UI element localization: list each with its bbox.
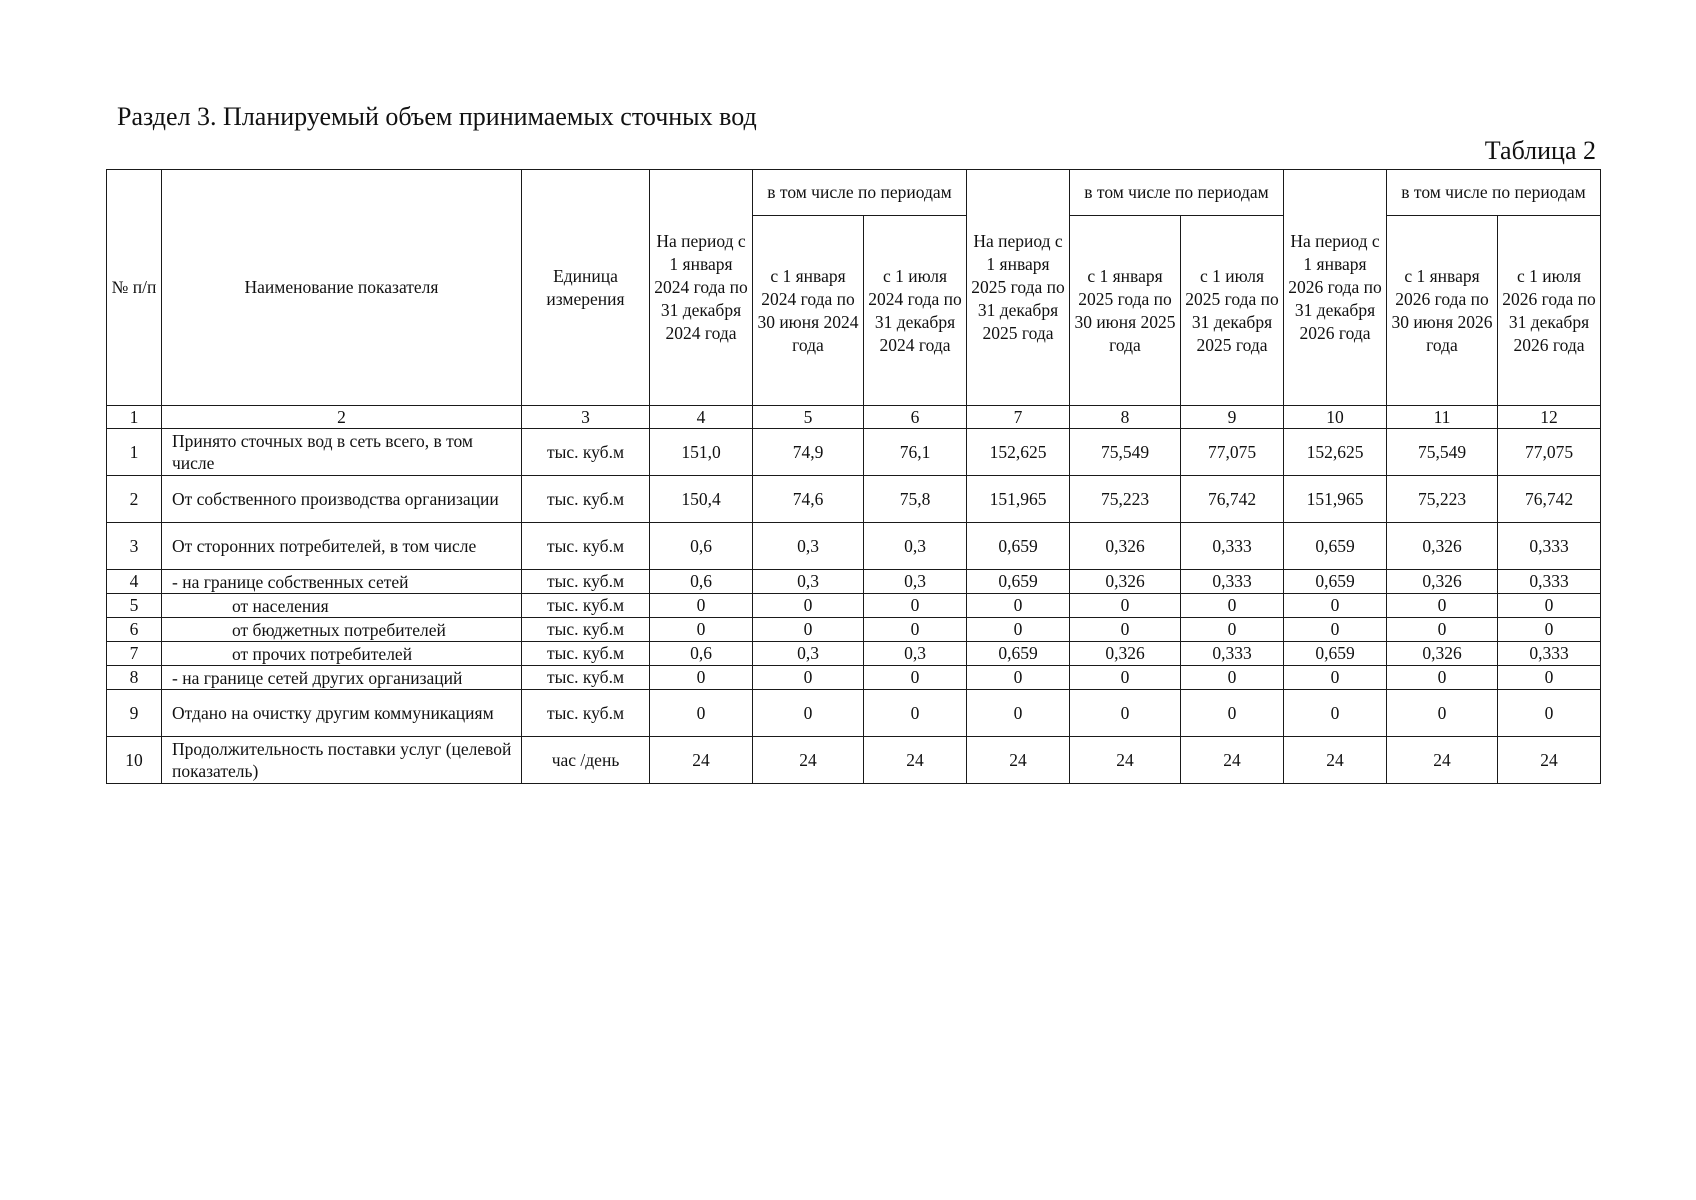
row-value: 0	[1387, 618, 1498, 642]
row-name: Отдано на очистку другим коммуникациям	[162, 690, 522, 737]
row-value: 0	[1070, 690, 1181, 737]
header-h2-2025: с 1 июля 2025 года по 31 декабря 2025 года	[1181, 216, 1284, 406]
row-value: 0	[864, 594, 967, 618]
row-value: 74,6	[753, 476, 864, 523]
header-h2-2024: с 1 июля 2024 года по 31 декабря 2024 года	[864, 216, 967, 406]
row-value: 0	[1070, 666, 1181, 690]
header-period-2024: На период с 1 января 2024 года по 31 декабря 2024 года	[650, 170, 753, 406]
row-value: 0	[753, 690, 864, 737]
row-unit: тыс. куб.м	[522, 594, 650, 618]
row-value: 0,326	[1070, 570, 1181, 594]
row-value: 77,075	[1181, 429, 1284, 476]
column-number: 11	[1387, 406, 1498, 429]
header-h2-2026: с 1 июля 2026 года по 31 декабря 2026 года	[1498, 216, 1601, 406]
row-value: 151,0	[650, 429, 753, 476]
row-value: 0,3	[753, 523, 864, 570]
row-value: 76,742	[1181, 476, 1284, 523]
row-value: 0	[753, 666, 864, 690]
row-value: 0,3	[753, 570, 864, 594]
row-value: 0	[1284, 666, 1387, 690]
row-value: 0	[650, 690, 753, 737]
column-number: 3	[522, 406, 650, 429]
header-sub-2025: в том числе по периодам	[1070, 170, 1284, 216]
row-value: 0,3	[864, 523, 967, 570]
row-unit: тыс. куб.м	[522, 642, 650, 666]
row-unit: тыс. куб.м	[522, 666, 650, 690]
table-row	[107, 737, 1601, 784]
row-value: 0	[1181, 666, 1284, 690]
row-value: 24	[1498, 737, 1601, 784]
row-value: 0,659	[967, 642, 1070, 666]
row-value: 152,625	[1284, 429, 1387, 476]
row-number: 6	[107, 618, 162, 642]
row-number: 8	[107, 666, 162, 690]
row-number: 10	[107, 737, 162, 784]
row-value: 0	[650, 618, 753, 642]
header-period-2026: На период с 1 января 2026 года по 31 декабря 2026 года	[1284, 170, 1387, 406]
row-value: 0,333	[1181, 642, 1284, 666]
row-value: 0,659	[1284, 642, 1387, 666]
row-value: 0	[650, 666, 753, 690]
table-row	[107, 594, 1601, 618]
section-heading: Раздел 3. Планируемый объем принимаемых сточных вод	[117, 102, 757, 131]
row-value: 0	[1387, 594, 1498, 618]
row-number: 4	[107, 570, 162, 594]
row-value: 0	[1498, 666, 1601, 690]
table-caption: Таблица 2	[1484, 136, 1596, 165]
row-value: 0,6	[650, 642, 753, 666]
row-value: 0,659	[967, 523, 1070, 570]
row-name: Принято сточных вод в сеть всего, в том числе	[162, 429, 522, 476]
row-value: 0,326	[1387, 523, 1498, 570]
row-value: 0	[864, 666, 967, 690]
row-value: 24	[1387, 737, 1498, 784]
table-row	[107, 570, 1601, 594]
row-value: 0	[1284, 594, 1387, 618]
table-row	[107, 429, 1601, 476]
header-name: Наименование показателя	[162, 170, 522, 406]
row-value: 152,625	[967, 429, 1070, 476]
table-row	[107, 666, 1601, 690]
row-name: - на границе сетей других организаций	[162, 666, 522, 690]
row-value: 0,333	[1498, 642, 1601, 666]
row-value: 0,326	[1070, 642, 1181, 666]
header-h1-2025: с 1 января 2025 года по 30 июня 2025 года	[1070, 216, 1181, 406]
row-value: 24	[1181, 737, 1284, 784]
column-number: 1	[107, 406, 162, 429]
row-number: 2	[107, 476, 162, 523]
row-unit: тыс. куб.м	[522, 570, 650, 594]
row-value: 151,965	[967, 476, 1070, 523]
row-value: 0,659	[1284, 570, 1387, 594]
row-value: 0	[967, 666, 1070, 690]
row-value: 76,1	[864, 429, 967, 476]
column-number: 6	[864, 406, 967, 429]
column-number: 7	[967, 406, 1070, 429]
row-name: от прочих потребителей	[162, 642, 522, 666]
row-value: 0	[1181, 690, 1284, 737]
row-name: Продолжительность поставки услуг (целевой показатель)	[162, 737, 522, 784]
planned-wastewater-table	[106, 169, 1601, 784]
row-value: 0,326	[1387, 642, 1498, 666]
table-row	[107, 476, 1601, 523]
row-value: 151,965	[1284, 476, 1387, 523]
column-number-row	[107, 406, 1601, 429]
row-value: 0	[967, 618, 1070, 642]
row-unit: тыс. куб.м	[522, 618, 650, 642]
row-number: 7	[107, 642, 162, 666]
row-value: 0,333	[1181, 570, 1284, 594]
header-h1-2026: с 1 января 2026 года по 30 июня 2026 года	[1387, 216, 1498, 406]
row-value: 0	[753, 594, 864, 618]
row-value: 76,742	[1498, 476, 1601, 523]
row-value: 24	[967, 737, 1070, 784]
row-value: 0,3	[753, 642, 864, 666]
header-unit: Единица измерения	[522, 170, 650, 406]
row-unit: тыс. куб.м	[522, 523, 650, 570]
column-number: 9	[1181, 406, 1284, 429]
row-value: 0	[1498, 618, 1601, 642]
row-value: 0,6	[650, 523, 753, 570]
row-value: 0,326	[1070, 523, 1181, 570]
row-value: 0	[1284, 690, 1387, 737]
row-name: - на границе собственных сетей	[162, 570, 522, 594]
table-row	[107, 642, 1601, 666]
header-sub-2026: в том числе по периодам	[1387, 170, 1601, 216]
row-number: 3	[107, 523, 162, 570]
row-value: 0	[1070, 618, 1181, 642]
row-number: 1	[107, 429, 162, 476]
row-value: 77,075	[1498, 429, 1601, 476]
row-value: 24	[1070, 737, 1181, 784]
row-value: 0	[753, 618, 864, 642]
column-number: 5	[753, 406, 864, 429]
row-value: 24	[753, 737, 864, 784]
row-unit: тыс. куб.м	[522, 690, 650, 737]
row-name: От сторонних потребителей, в том числе	[162, 523, 522, 570]
row-value: 75,8	[864, 476, 967, 523]
row-value: 0,3	[864, 642, 967, 666]
row-value: 0,333	[1181, 523, 1284, 570]
column-number: 10	[1284, 406, 1387, 429]
row-number: 5	[107, 594, 162, 618]
table-row	[107, 618, 1601, 642]
row-value: 75,549	[1070, 429, 1181, 476]
row-name: от населения	[162, 594, 522, 618]
row-value: 75,223	[1387, 476, 1498, 523]
table-row	[107, 690, 1601, 737]
row-value: 0,3	[864, 570, 967, 594]
row-value: 74,9	[753, 429, 864, 476]
row-value: 0,333	[1498, 570, 1601, 594]
row-unit: тыс. куб.м	[522, 476, 650, 523]
row-value: 0	[1284, 618, 1387, 642]
row-value: 0	[864, 618, 967, 642]
row-value: 0	[1181, 618, 1284, 642]
column-number: 2	[162, 406, 522, 429]
row-value: 0,659	[967, 570, 1070, 594]
row-unit: тыс. куб.м	[522, 429, 650, 476]
column-number: 8	[1070, 406, 1181, 429]
row-unit: час /день	[522, 737, 650, 784]
row-name: от бюджетных потребителей	[162, 618, 522, 642]
row-value: 75,223	[1070, 476, 1181, 523]
row-value: 0,6	[650, 570, 753, 594]
row-value: 0	[967, 690, 1070, 737]
row-name: От собственного производства организации	[162, 476, 522, 523]
header-period-2025: На период с 1 января 2025 года по 31 декабря 2025 года	[967, 170, 1070, 406]
header-num: № п/п	[107, 170, 162, 406]
row-value: 0	[1070, 594, 1181, 618]
header-sub-2024: в том числе по периодам	[753, 170, 967, 216]
row-value: 0	[864, 690, 967, 737]
row-value: 24	[1284, 737, 1387, 784]
row-value: 0	[1387, 666, 1498, 690]
row-value: 0,333	[1498, 523, 1601, 570]
row-value: 75,549	[1387, 429, 1498, 476]
row-value: 0	[1498, 690, 1601, 737]
column-number: 12	[1498, 406, 1601, 429]
row-value: 0	[1181, 594, 1284, 618]
row-value: 0	[967, 594, 1070, 618]
row-value: 0	[1387, 690, 1498, 737]
row-value: 0,659	[1284, 523, 1387, 570]
row-value: 150,4	[650, 476, 753, 523]
column-number: 4	[650, 406, 753, 429]
row-value: 0,326	[1387, 570, 1498, 594]
row-value: 0	[650, 594, 753, 618]
row-number: 9	[107, 690, 162, 737]
row-value: 24	[864, 737, 967, 784]
row-value: 24	[650, 737, 753, 784]
row-value: 0	[1498, 594, 1601, 618]
header-h1-2024: с 1 января 2024 года по 30 июня 2024 года	[753, 216, 864, 406]
table-row	[107, 523, 1601, 570]
